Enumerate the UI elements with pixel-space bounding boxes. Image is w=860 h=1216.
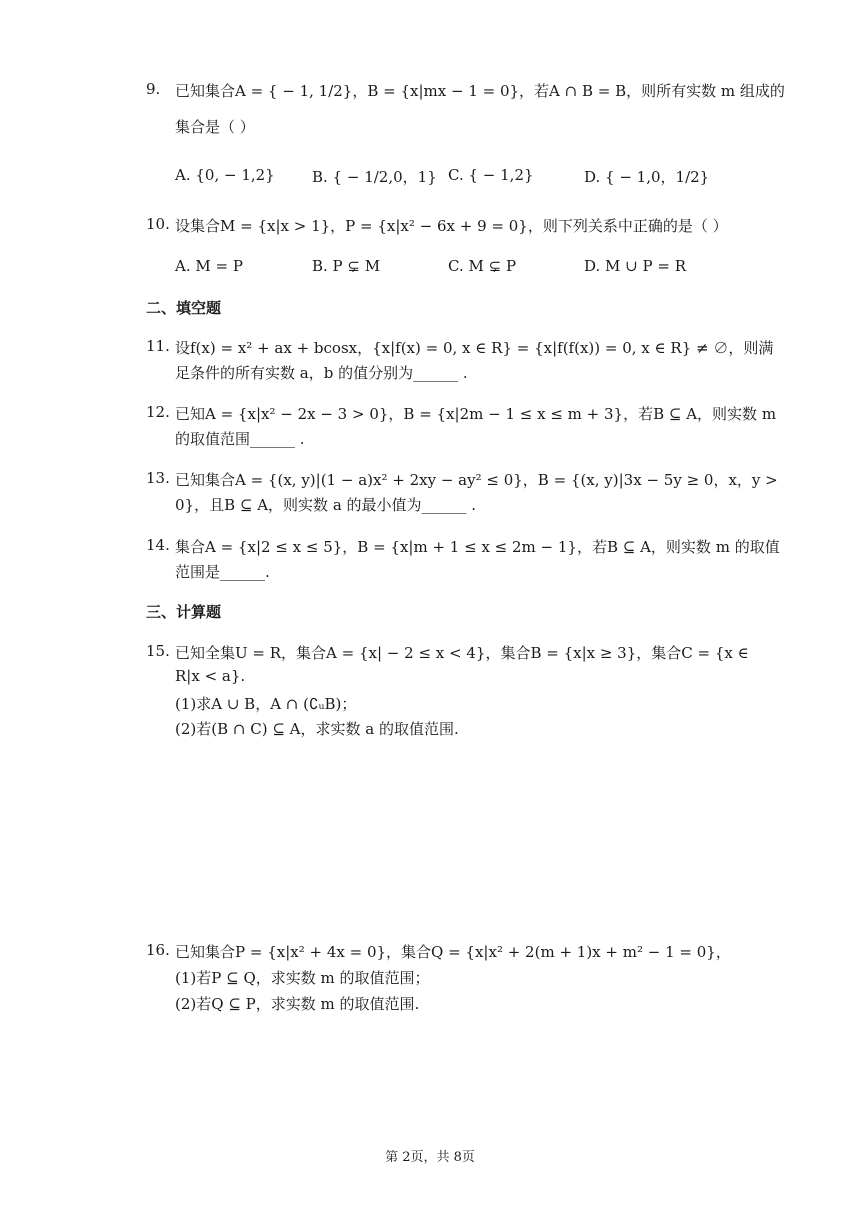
option-a: A. {0, − 1,2} <box>175 166 275 184</box>
question-number: 11. <box>146 337 170 355</box>
question-number: 14. <box>146 536 170 554</box>
question-text-line: 设f(x) = x² + ax + bcosx，{x|f(x) = 0, x ∈ R} = {x|f(f(x)) = 0, x ∈ R} ≠ ∅，则满 <box>175 339 774 357</box>
question-text-line: 集合是（ ） <box>175 118 255 136</box>
section-heading-fill: 二、填空题 <box>146 299 222 317</box>
option-c: C. { − 1,2} <box>448 166 534 184</box>
question-number: 15. <box>146 642 170 660</box>
question-text-line: 0}，且B ⊆ A，则实数 a 的最小值为______ . <box>175 496 477 514</box>
question-text-line: (2)若(B ∩ C) ⊆ A，求实数 a 的取值范围. <box>175 720 459 738</box>
option-d: D. { − 1,0，1/2} <box>584 168 710 186</box>
question-text-line: 已知全集U = R，集合A = {x| − 2 ≤ x < 4}，集合B = {x|x ≥ 3}，集合C = {x ∈ <box>175 644 749 662</box>
question-text-line: 已知集合A = {(x, y)|(1 − a)x² + 2xy − ay² ≤ 0}，B = {(x, y)|3x − 5y ≥ 0，x，y > <box>175 471 778 489</box>
question-number: 9. <box>146 80 161 98</box>
question-text-line: 已知集合P = {x|x² + 4x = 0}，集合Q = {x|x² + 2(m + 1)x + m² − 1 = 0}， <box>175 943 731 961</box>
question-text-line: 范围是______. <box>175 563 270 581</box>
question-text-line: 足条件的所有实数 a，b 的值分别为______ . <box>175 364 468 382</box>
question-text-line: R|x < a}. <box>175 667 246 685</box>
question-text-line: 的取值范围______ . <box>175 430 305 448</box>
option-c: C. M ⊊ P <box>448 257 517 275</box>
page-footer: 第 2页，共 8页 <box>385 1150 475 1165</box>
option-b: B. { − 1/2,0，1} <box>312 168 437 186</box>
question-text-line: (1)若P ⊆ Q，求实数 m 的取值范围； <box>175 969 430 987</box>
question-number: 13. <box>146 469 170 487</box>
question-text-line: 集合A = {x|2 ≤ x ≤ 5}，B = {x|m + 1 ≤ x ≤ 2m − 1}，若B ⊆ A，则实数 m 的取值 <box>175 538 780 556</box>
section-heading-calc: 三、计算题 <box>146 603 222 621</box>
question-number: 16. <box>146 941 170 959</box>
option-b: B. P ⊊ M <box>312 257 381 275</box>
option-d: D. M ∪ P = R <box>584 257 686 275</box>
question-text-line: (2)若Q ⊆ P，求实数 m 的取值范围. <box>175 995 420 1013</box>
question-text-line: (1)求A ∪ B，A ∩ (∁ᵤB)； <box>175 695 357 713</box>
option-a: A. M = P <box>175 257 243 275</box>
question-number: 10. <box>146 215 170 233</box>
question-text-line: 已知集合A = { − 1, 1/2}，B = {x|mx − 1 = 0}，若A ∩ B = B，则所有实数 m 组成的 <box>175 82 785 100</box>
question-number: 12. <box>146 403 170 421</box>
question-text-line: 设集合M = {x|x > 1}，P = {x|x² − 6x + 9 = 0}，则下列关系中正确的是（ ） <box>175 217 728 235</box>
question-text-line: 已知A = {x|x² − 2x − 3 > 0}，B = {x|2m − 1 ≤ x ≤ m + 3}，若B ⊆ A，则实数 m <box>175 405 777 423</box>
